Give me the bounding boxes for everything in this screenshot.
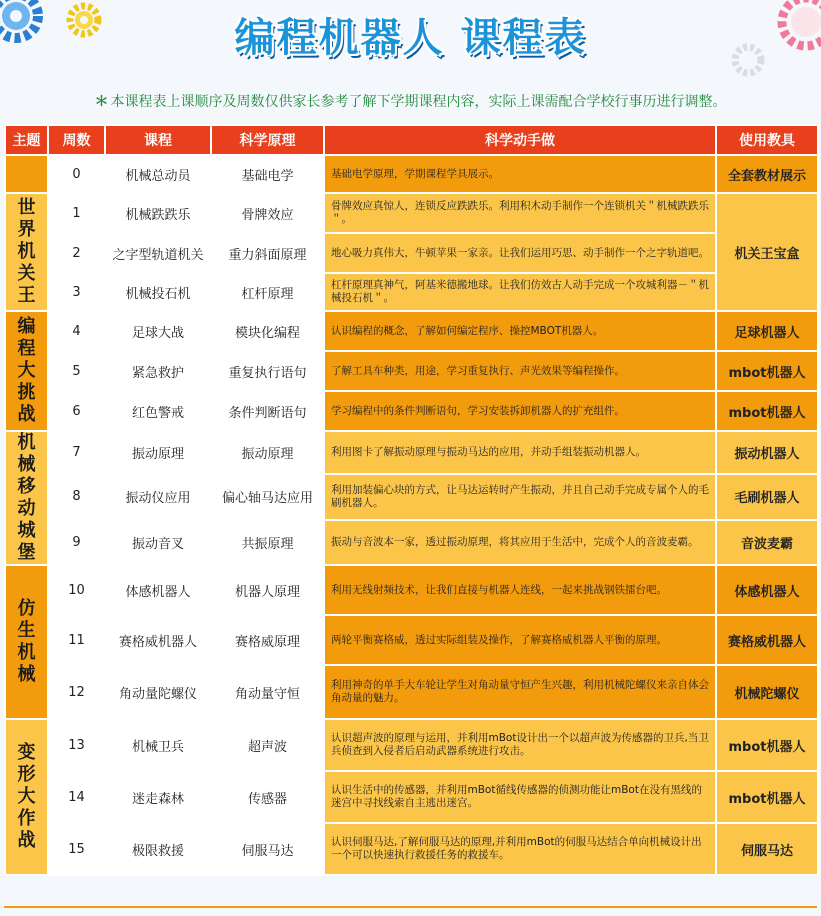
table-row [5, 565, 818, 615]
handson-cell: 认识超声波的原理与运用，并利用mBot设计出一个以超声波为传感器的卫兵,当卫兵侦查到入侵者后启动武器系统进行攻击。 [324, 719, 716, 771]
week-cell: 5 [48, 351, 105, 391]
schedule-table [4, 124, 819, 876]
table-row [5, 311, 818, 351]
week-cell: 0 [48, 155, 105, 193]
table-row [5, 719, 818, 771]
week-cell: 3 [48, 273, 105, 311]
week-cell: 11 [48, 615, 105, 665]
week-cell: 9 [48, 520, 105, 565]
course-cell: 角动量陀螺仪 [105, 665, 211, 719]
principle-cell: 振动原理 [211, 431, 324, 474]
week-cell: 12 [48, 665, 105, 719]
tool-cell: mbot机器人 [716, 719, 818, 771]
handson-cell: 认识编程的概念，了解如何编定程序、操控MBOT机器人。 [324, 311, 716, 351]
table-row [5, 391, 818, 431]
table-row [5, 823, 818, 875]
handson-cell: 学习编程中的条件判断语句，学习安装拆卸机器人的扩充组件。 [324, 391, 716, 431]
tool-cell: 机械陀螺仪 [716, 665, 818, 719]
principle-cell: 偏心轴马达应用 [211, 474, 324, 521]
tool-cell: 足球机器人 [716, 311, 818, 351]
handson-cell: 骨牌效应真惊人，连锁反应跌跌乐。利用积木动手制作一个连锁机关＂机械跌跌乐＂。 [324, 193, 716, 233]
header-week: 周数 [48, 125, 105, 155]
week-cell: 7 [48, 431, 105, 474]
tool-cell: 毛刷机器人 [716, 474, 818, 521]
tool-cell: 机关王宝盒 [716, 193, 818, 311]
course-cell: 之字型轨道机关 [105, 233, 211, 273]
course-cell: 振动仪应用 [105, 474, 211, 521]
handson-cell: 了解工具车种类，用途，学习重复执行、声光效果等编程操作。 [324, 351, 716, 391]
handson-cell: 认识伺服马达,了解伺服马达的原理,并利用mBot的伺服马达结合单向机械设计出一个可以快速执行救援任务的救援车。 [324, 823, 716, 875]
course-cell: 机械卫兵 [105, 719, 211, 771]
tool-cell: 音波麦霸 [716, 520, 818, 565]
course-cell: 体感机器人 [105, 565, 211, 615]
handson-cell: 两轮平衡赛格威，透过实际组装及操作，了解赛格威机器人平衡的原理。 [324, 615, 716, 665]
table-row [5, 474, 818, 521]
table-row [5, 193, 818, 233]
week-cell: 15 [48, 823, 105, 875]
topic-label: 世界机关王 [17, 197, 36, 306]
principle-cell: 骨牌效应 [211, 193, 324, 233]
tool-cell: mbot机器人 [716, 391, 818, 431]
principle-cell: 赛格威原理 [211, 615, 324, 665]
topic-cell [5, 431, 48, 565]
table-row [5, 155, 818, 193]
notice-text [0, 91, 821, 111]
course-cell: 红色警戒 [105, 391, 211, 431]
star-icon: ＊ [94, 94, 109, 110]
week-cell: 2 [48, 233, 105, 273]
page-title: 编程机器人 课程表 [234, 15, 587, 61]
handson-cell: 认识生活中的传感器，并利用mBot循线传感器的侦测功能让mBot在没有黑线的迷宫中寻找线索自主逃出迷宫。 [324, 771, 716, 823]
week-cell: 6 [48, 391, 105, 431]
topic-label: 编程大挑战 [17, 316, 36, 425]
principle-cell: 共振原理 [211, 520, 324, 565]
table-row [5, 351, 818, 391]
header-principle: 科学原理 [211, 125, 324, 155]
tool-cell: 振动机器人 [716, 431, 818, 474]
handson-cell: 基础电学原理，学期课程学具展示。 [324, 155, 716, 193]
course-cell: 赛格威机器人 [105, 615, 211, 665]
principle-cell: 重力斜面原理 [211, 233, 324, 273]
course-cell: 机械投石机 [105, 273, 211, 311]
week-cell: 14 [48, 771, 105, 823]
topic-label: 机械移动城堡 [17, 432, 36, 563]
week-cell: 13 [48, 719, 105, 771]
topic-cell [5, 193, 48, 311]
tool-cell: 赛格威机器人 [716, 615, 818, 665]
handson-cell: 地心吸力真伟大，牛顿苹果一家亲。让我们运用巧思、动手制作一个之字轨道吧。 [324, 233, 716, 273]
principle-cell: 模块化编程 [211, 311, 324, 351]
topic-label: 变形大作战 [17, 742, 36, 851]
table-header-row [5, 125, 818, 155]
bottom-divider [4, 906, 817, 908]
handson-cell: 利用无线射频技术，让我们直接与机器人连线，一起来挑战钢铁擂台吧。 [324, 565, 716, 615]
course-cell: 振动音叉 [105, 520, 211, 565]
handson-cell: 利用神奇的单手大车轮让学生对角动量守恒产生兴趣，利用机械陀螺仪来亲自体会角动量的魅力。 [324, 665, 716, 719]
principle-cell: 重复执行语句 [211, 351, 324, 391]
topic-cell [5, 565, 48, 719]
course-cell: 极限救援 [105, 823, 211, 875]
topic-cell [5, 311, 48, 431]
handson-cell: 振动与音波本一家，透过振动原理，将其应用于生活中，完成个人的音波麦霸。 [324, 520, 716, 565]
week-cell: 8 [48, 474, 105, 521]
header-course: 课程 [105, 125, 211, 155]
table-row [5, 665, 818, 719]
tool-cell: mbot机器人 [716, 351, 818, 391]
notice-body: 本课程表上课顺序及周数仅供家长参考了解下学期课程内容，实际上课需配合学校行事历进行调整。 [110, 94, 727, 110]
principle-cell: 基础电学 [211, 155, 324, 193]
table-row [5, 615, 818, 665]
tool-cell: 全套教材展示 [716, 155, 818, 193]
handson-cell: 利用加装偏心块的方式，让马达运转时产生振动，并且自己动手完成专属个人的毛刷机器人。 [324, 474, 716, 521]
topic-cell-empty [5, 155, 48, 193]
table-row [5, 431, 818, 474]
handson-cell: 杠杆原理真神气，阿基米德搬地球。让我们仿效古人动手完成一个攻城利器－＂机械投石机＂。 [324, 273, 716, 311]
tool-cell: 体感机器人 [716, 565, 818, 615]
table-row [5, 520, 818, 565]
handson-cell: 利用图卡了解振动原理与振动马达的应用，并动手组装振动机器人。 [324, 431, 716, 474]
schedule-table-wrap [4, 124, 817, 876]
principle-cell: 机器人原理 [211, 565, 324, 615]
topic-cell [5, 719, 48, 875]
course-cell: 机械跌跌乐 [105, 193, 211, 233]
course-cell: 机械总动员 [105, 155, 211, 193]
table-row [5, 233, 818, 273]
table-row [5, 273, 818, 311]
principle-cell: 伺服马达 [211, 823, 324, 875]
header-tool: 使用教具 [716, 125, 818, 155]
header-topic: 主题 [5, 125, 48, 155]
topic-label: 仿生机械 [17, 598, 36, 685]
course-cell: 迷走森林 [105, 771, 211, 823]
principle-cell: 条件判断语句 [211, 391, 324, 431]
week-cell: 10 [48, 565, 105, 615]
header-handson: 科学动手做 [324, 125, 716, 155]
course-cell: 振动原理 [105, 431, 211, 474]
course-cell: 紧急救护 [105, 351, 211, 391]
week-cell: 4 [48, 311, 105, 351]
tool-cell: mbot机器人 [716, 771, 818, 823]
principle-cell: 传感器 [211, 771, 324, 823]
principle-cell: 角动量守恒 [211, 665, 324, 719]
principle-cell: 超声波 [211, 719, 324, 771]
tool-cell: 伺服马达 [716, 823, 818, 875]
principle-cell: 杠杆原理 [211, 273, 324, 311]
week-cell: 1 [48, 193, 105, 233]
table-row [5, 771, 818, 823]
course-cell: 足球大战 [105, 311, 211, 351]
